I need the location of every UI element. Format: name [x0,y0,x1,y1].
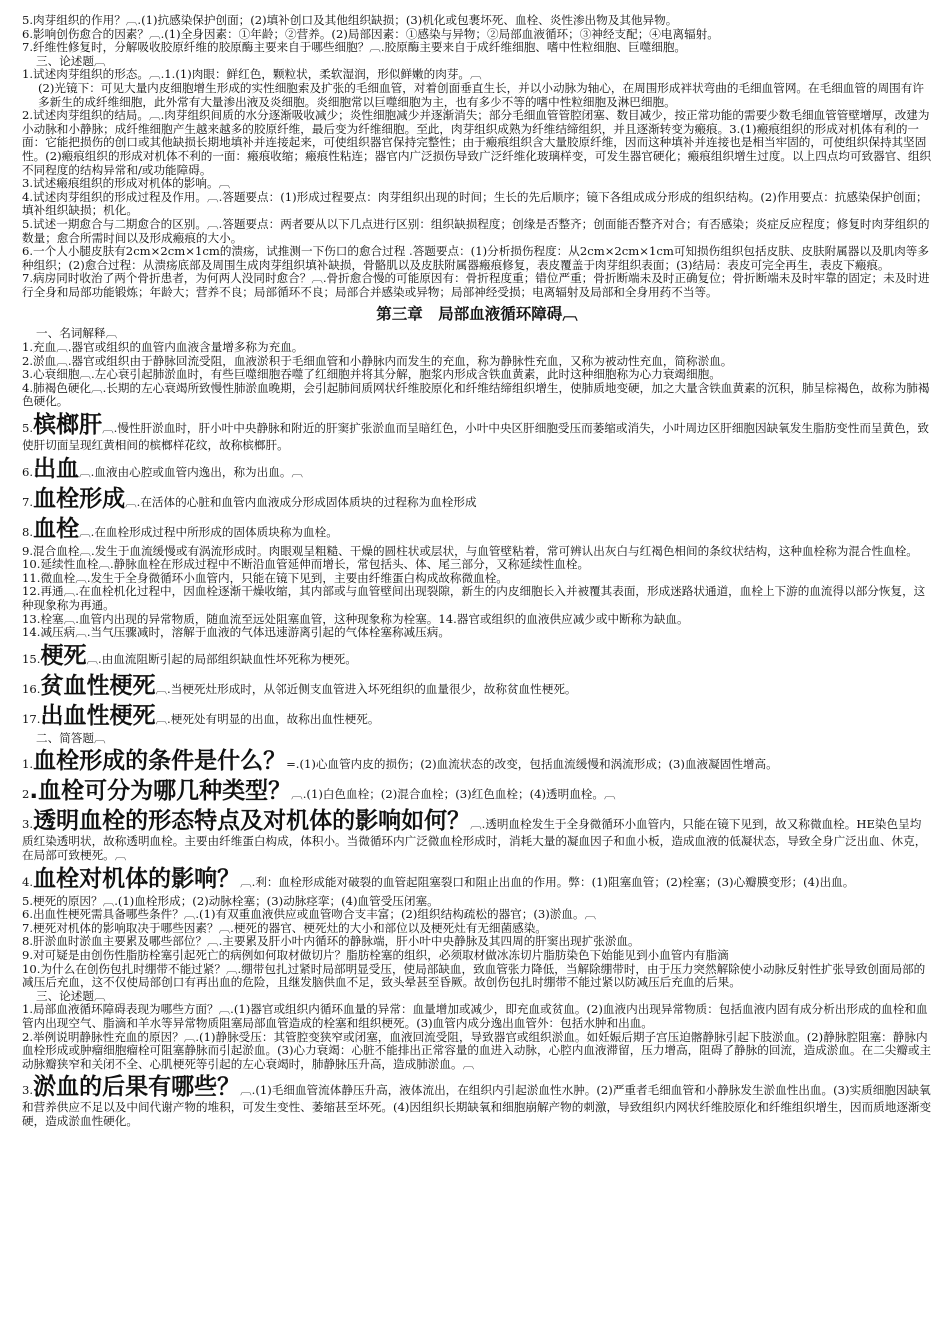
question-item [22,866,932,893]
answer-text: ︹.透明血栓发生于全身微循环小血管内，只能在镜下见到，故又称微血栓。HE染色呈均质红染透明状，故称透明血栓。主要由纤维蛋白构成，体积小。当微循环内广泛微血栓形成时，消耗大量的凝血因子和血小板，造成血液的低凝状态，导致全身广泛出血、休克，在局部可致梗死。︹ [22,817,927,862]
list-item: 2.试述肉芽组织的结局。︹.肉芽组织间质的水分逐渐吸收减少；炎性细胞减少并逐渐消失；部分毛细血管管腔闭塞、数目减少，按正常功能的需要少数毛细血管管壁增厚，改建为小动脉和小静脉；成纤维细胞产生越来越多的胶原纤维，最后变为纤维细胞。至此，肉芽组织成熟为纤维结缔组织，并且逐渐转变为瘢痕。3.(1)瘢痕组织的形成对机体有利的一面：它能把损伤的创口或其他缺损长期地填补并连接起来，可使组织器官保持完整性；由于瘢痕组织含大量胶原纤维，因而这种填补并连接也是相当牢固的，可使组织保持其坚固性。(2)瘢痕组织的形成对机体不利的一面：瘢痕收缩；瘢痕性粘连；器官内广泛损伤导致广泛纤维化玻璃样变，可发生器官硬化；瘢痕组织增生过度。以上四点均可致器官、组织不同程度的结构异常和/或功能障碍。 [22,108,932,177]
item-number: 3. [22,817,34,832]
question-item: 2.举例说明静脉性充血的原因？︹.(1)静脉受压：其管腔变狭窄或闭塞，血液回流受阻，导致器官或组织淤血。如妊娠后期子宫压迫髂静脉引起下肢淤血。(2)静脉腔阻塞：静脉内血栓形成或肿瘤细胞瘤栓可阻塞静脉而引起淤血。(3)心力衰竭：心脏不能排出正常容量的血进入动脉，心腔内血液滞留，压力增高，阻碍了静脉的回流，造成淤血。在二尖瓣或主动脉瓣狭窄和关闭不全、心肌梗死等引起的左心衰竭时，肺静脉压升高，造成肺淤血。︹ [22,1029,932,1071]
question-item: 7.梗死对机体的影响取决于哪些因素？︹.梗死的器官、梗死灶的大小和部位以及梗死灶有无细菌感染。 [22,920,547,935]
definition-item: 11.微血栓︹.发生于全身微循环小血管内，只能在镜下见到，主要由纤维蛋白构成故称微血栓。 [22,570,508,585]
definition-text: ︹.当梗死灶形成时，从邻近侧支血管进入坏死组织的血量很少，故称贫血性梗死。 [155,681,577,696]
question-item [22,748,932,775]
question-item [22,778,932,805]
term-heading: 贫血性梗死 [40,672,156,699]
list-item: 6.影响创伤愈合的因素？︹.(1)全身因素：①年龄；②营养。(2)局部因素：①感染与异物；②局部血液循环；③神经支配；④电离辐射。 [22,26,719,41]
list-item: 6.一个人小腿皮肤有2cm×2cm×1cm的溃疡，试推测一下伤口的愈合过程 .答题要点：(1)分析损伤程度：从2cm×2cm×1cm可知损伤组织包括皮肤、皮肤附属器以及肌肉等多种组织；(2)愈合过程：从溃疡底部及周围生成肉芽组织填补缺损，骨骼肌以及皮肤附属器瘢痕修复，表皮覆盖于肉芽组织表面；(3)结局：表皮可完全再生，表皮下瘢痕。 [22,244,929,272]
question-item: 1.局部血液循环障碍表现为哪些方面？︹.(1)器官或组织内循环血量的异常：血量增加或减少，即充血或贫血。(2)血液内出现异常物质：包括血液内固有成分析出形成的血栓和血管内出现空气、脂滴和羊水等异常物质阻塞局部血管造成的栓塞和组织梗死。(3)血管内成分逸出血管外：包括水肿和出血。 [22,1002,928,1030]
section-heading: 三、论述题︹ [36,988,106,1003]
list-item: 4.试述肉芽组织的形成过程及作用。︹.答题要点：(1)形成过程要点：肉芽组织出现的时间；生长的先后顺序；镜下各组成成分形成的组织结构。(2)作用要点：抗感染保护创面；填补组织缺损；机化。 [22,189,928,218]
definition-text: ︹.由血流阻断引起的局部组织缺血性坏死称为梗死。 [86,651,357,666]
item-number: 16. [22,681,41,696]
definition-item [22,673,932,700]
definition-item: 13.栓塞︹.血管内出现的异常物质，随血流至远处阻塞血管，这种现象称为栓塞。14.器官或组织的血液供应减少或中断称为缺血。 [22,611,689,626]
definition-item: 10.延续性血栓︹.静脉血栓在形成过程中不断沿血管延伸而增长，常包括头、体、尾三部分，又称延续性血栓。 [22,557,590,572]
question-heading: 透明血栓的形态特点及对机体的影响如何？ [33,808,471,835]
question-item: 5.梗死的原因？︹.(1)血栓形成；(2)动脉栓塞；(3)动脉痉挛；(4)血管受压闭塞。 [22,893,439,908]
list-item: 5.肉芽组织的作用？︹.(1)抗感染保护创面；(2)填补创口及其他组织缺损；(3)机化或包裹坏死、血栓、炎性渗出物及其他异物。 [22,13,678,27]
definition-item: 9.混合血栓︹.发生于血流缓慢或有涡流形成时。肉眼观呈粗糙、干燥的圆柱状或层状，与血管壁粘着，常可辨认出灰白与红褐色相间的条纹状结构，这种血栓称为混合性血栓。 [22,543,918,558]
question-item: 10.为什么在创伤包扎时绷带不能过紧？︹.绷带包扎过紧时局部明显受压，使局部缺血，致血管张力降低，当解除绷带时，由于压力突然解除使小动脉反射性扩张导致创面局部的减压后充血，这不仅使局部创口有再出血的危险，且继发脑供血不足，致头晕甚至昏厥。故创伤包扎时绷带不能过紧以防减压后充血的后果。 [22,961,926,990]
definition-item: 14.减压病︹.当气压骤减时，溶解于血液的气体迅速游离引起的气体栓塞称减压病。 [22,625,450,640]
section-heading: 一、名词解释︹ [36,326,118,341]
item-number: 7. [22,494,34,509]
question-item [22,808,932,862]
term-heading: 出血 [33,455,80,482]
definition-text: ︹.血液由心腔或血管内逸出，称为出血。︹ [79,464,304,479]
section-heading: 三、论述题︹ [36,53,106,68]
item-number: 2 [22,787,30,802]
term-heading: 梗死 [40,642,87,669]
item-number: 4. [22,874,34,889]
answer-text: =.(1)心血管内皮的损伤；(2)血流状态的改变，包括血流缓慢和涡流形成；(3)血液凝固性增高。 [286,757,778,772]
question-heading: 血栓形成的条件是什么？ [33,748,287,775]
definition-item: 1.充血︹.器官或组织的血管内血液含量增多称为充血。 [22,340,304,355]
definition-item [22,643,932,670]
answer-text: ︹.(1)毛细血管流体静压升高，液体流出，在组织内引起淤血性水肿。(2)严重者毛细血管和小静脉发生淤血性出血。(3)实质细胞因缺氧和营养供应不足以及中间代谢产物的堆积，可发生变性、萎缩甚至坏死。(4)因组织长期缺氧和细胞崩解产物的刺激，导致组织内网状纤维胶原化和纤维组织增生，因而质地逐渐变硬，造成淤血性硬化。 [22,1083,932,1128]
answer-text: ︹.(1)白色血栓；(2)混合血栓；(3)红色血栓；(4)透明血栓。︹ [291,787,616,802]
item-number: 3. [22,1083,34,1098]
definition-item [22,516,932,543]
question-item: 9.对可疑是由创伤性脂肪栓塞引起死亡的病例如何取材做切片？脂肪栓塞的组织，必须取材做冰冻切片脂肪染色下始能见到小血管内有脂滴 [22,947,729,962]
item-number: 8. [22,524,34,539]
question-item [22,1074,932,1128]
definition-text: ︹.在活体的心脏和血管内血液成分形成固体质块的过程称为血栓形成 [125,494,477,509]
definition-text: ︹.在血栓形成过程中所形成的固体质块称为血栓。 [79,524,338,539]
section-heading: 二、简答题︹ [36,730,106,745]
question-heading: 淤血的后果有哪些？ [33,1074,241,1101]
definition-item: 2.淤血︹.器官或组织由于静脉回流受阻，血液淤积于毛细血管和小静脉内而发生的充血，称为静脉性充血，又称为被动性充血，简称淤血。 [22,353,733,368]
question-item: 8.肝淤血时淤血主要累及哪些部位？︹.主要累及肝小叶内循环的静脉端，肝小叶中央静脉及其四周的肝窦出现扩张淤血。 [22,934,640,949]
list-item: 7.纤维性修复时，分解吸收胶原纤维的胶原酶主要来自于哪些细胞？︹.胶原酶主要来自于成纤维细胞、嗜中性粒细胞、巨噬细胞。 [22,40,687,55]
list-item: 3.试述瘢痕组织的形成对机体的影响。︹ [22,176,231,191]
definition-text: ︹.慢性肝淤血时，肝小叶中央静脉和附近的肝窦扩张淤血而呈暗红色，小叶中央区肝细胞受压而萎缩或消失，小叶周边区肝细胞因缺氧发生脂肪变性而呈黄色，致使肝切面呈现红黄相间的槟榔样花纹，故称槟榔肝。 [22,421,929,453]
definition-item: 12.再通︹.在血栓机化过程中，因血栓逐渐干燥收缩，其内部或与血管壁间出现裂隙，新生的内皮细胞长入并被覆其表面，形成迷路状通道，血栓上下游的血流得以部分恢复，这种现象称为再通。 [22,584,926,612]
definition-item [22,412,932,453]
answer-text: ︹.利：血栓形成能对破裂的血管起阻塞裂口和阻止出血的作用。弊：(1)阻塞血管；(2)栓塞；(3)心瓣膜变形；(4)出血。 [240,874,855,889]
term-heading: 血栓 [33,515,80,542]
chapter-title: 第三章 局部血液循环障碍︹ [376,305,578,324]
question-item: 6.出血性梗死需具备哪些条件？︹.(1)有双重血液供应或血管吻合支丰富；(2)组织结构疏松的器官；(3)淤血。︹ [22,907,597,922]
list-item: 7.病房同时收治了两个骨折患者，为何两人没同时愈合？︹.骨折愈合慢的可能原因有：骨折程度重；错位严重；骨折断端未及时正确复位；骨折断端未及时牢靠的固定；未及时进行全身和局部功能锻炼；年龄大；营养不良；局部循环不良；局部合并感染或异物；局部神经受损；电离辐射及局部和全身用药不当等。 [22,271,930,299]
definition-item: 4.肺褐色硬化︹.长期的左心衰竭所致慢性肺淤血晚期，会引起肺间质网状纤维胶原化和纤维结缔组织增生，使肺质地变硬，加之大量含铁血黄素的沉积，肺呈棕褐色，故称为肺褐色硬化。 [22,380,930,409]
item-number: 17. [22,711,41,726]
list-item: (2)光镜下：可见大量内皮细胞增生形成的实性细胞索及扩张的毛细血管，对着创面垂直生长，并以小动脉为轴心，在周围形成袢状弯曲的毛细血管网。在毛细血管的周围有许多新生的成纤维细胞，此外常有大量渗出液及炎细胞。炎细胞常以巨噬细胞为主，也有多少不等的嗜中性粒细胞及淋巴细胞。 [38,80,924,109]
term-heading: 血栓形成 [33,485,126,512]
question-heading: 血栓对机体的影响？ [33,865,241,892]
list-item: 5.试述一期愈合与二期愈合的区别。︹.答题要点：两者要从以下几点进行区别：组织缺损程度；创缘是否整齐；创面能否整齐对合；有否感染；炎症反应程度；修复时肉芽组织的数量；愈合所需时间以及形成瘢痕的大小。 [22,216,930,245]
item-number: 15. [22,651,41,666]
list-item: 1.试述肉芽组织的形态。︹.1.(1)肉眼：鲜红色，颗粒状，柔软湿润，形似鲜嫩的肉芽。︹ [22,67,482,82]
definition-text: ︹.梗死处有明显的出血，故称出血性梗死。 [155,711,380,726]
question-heading: .血栓可分为哪几种类型？ [29,778,292,805]
item-number: 1. [22,757,34,772]
definition-item: 3.心衰细胞︹.左心衰引起肺淤血时，有些巨噬细胞吞噬了红细胞并将其分解，胞浆内形成含铁血黄素，此时这种细胞称为心力衰竭细胞。 [22,367,721,382]
definition-item [22,486,932,513]
definition-item [22,456,932,483]
term-heading: 出血性梗死 [40,702,156,729]
item-number: 6. [22,464,34,479]
term-heading: 槟榔肝 [33,412,103,439]
item-number: 5. [22,421,34,436]
definition-item [22,703,932,730]
